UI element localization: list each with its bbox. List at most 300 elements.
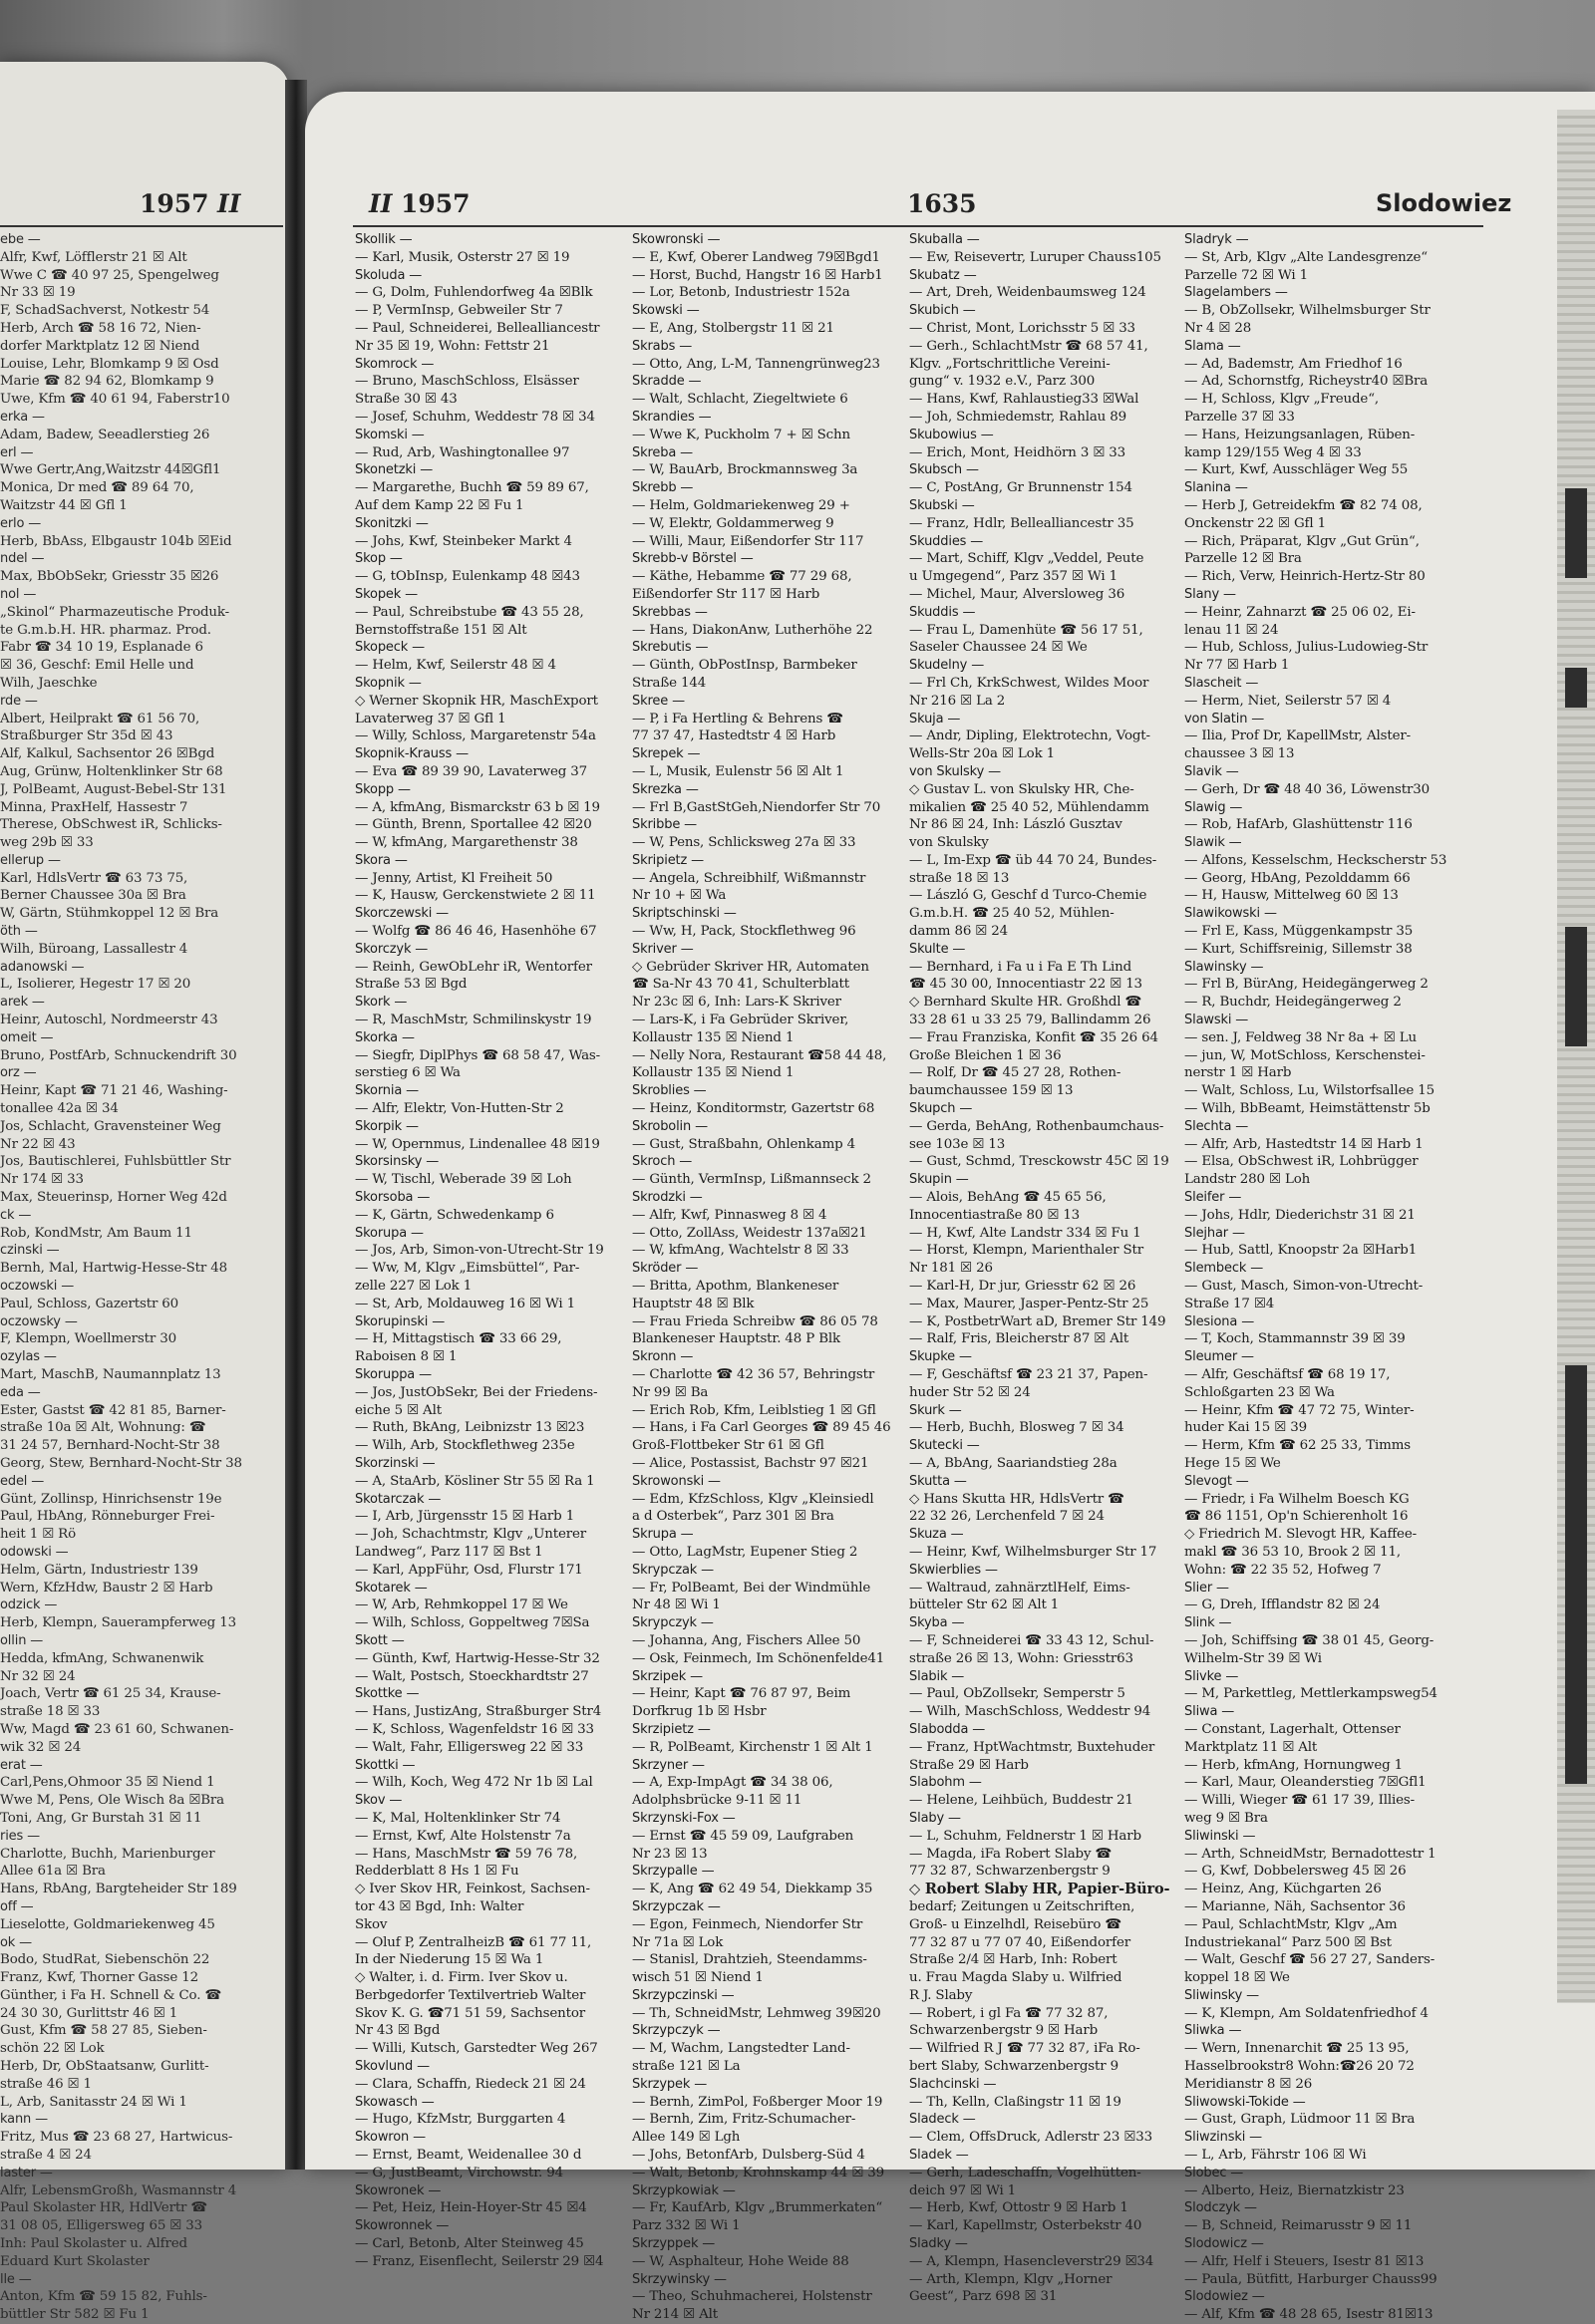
surname-heading: Skreba —	[632, 444, 693, 460]
directory-entry-line: — Erich Rob, Kfm, Leiblstieg 1 ☒ Gfl	[632, 1402, 876, 1418]
surname-heading: Sliwa —	[1184, 1704, 1235, 1720]
directory-entry-line: — Wolfg ☎ 86 46 46, Hasenhöhe 67	[355, 924, 597, 940]
directory-entry-line: — Karl, Maur, Oleanderstieg 7☒Gfl1	[1184, 1775, 1427, 1791]
directory-entry-line: Nr 174 ☒ 33	[0, 1172, 84, 1188]
directory-entry-line: — Günth, Kwf, Hartwig-Hesse-Str 32	[355, 1650, 600, 1666]
directory-entry-line: — Frau L, Damenhüte ☎ 56 17 51,	[909, 622, 1143, 638]
directory-entry-line: — F, Geschäftsf ☎ 23 21 37, Papen-	[909, 1367, 1148, 1382]
directory-entry-line: — Gerh., SchlachtMstr ☎ 68 57 41,	[909, 338, 1148, 354]
directory-entry-line: — P, VermInsp, Gebweiler Str 7	[355, 303, 563, 319]
surname-heading: Slechta —	[1184, 1118, 1249, 1134]
surname-heading: Skuza —	[909, 1527, 964, 1543]
directory-entry-line: te G.m.b.H. HR. pharmaz. Prod.	[0, 622, 211, 638]
directory-entry-line: — Friedr, i Fa Wilhelm Boesch KG	[1184, 1491, 1410, 1507]
directory-entry-line: ◇ Werner Skopnik HR, MaschExport	[355, 693, 598, 709]
surname-heading: Skottki —	[355, 1757, 416, 1773]
directory-entry-line: straße 18 ☒ 13	[909, 870, 1010, 886]
surname-heading: Skrobolin —	[632, 1118, 708, 1134]
directory-entry-line: Bernstoffstraße 151 ☒ Alt	[355, 622, 527, 638]
directory-entry-line: — Paul, SchlachtMstr, Klgv „Am	[1184, 1916, 1398, 1932]
directory-entry-line: — Josef, Schuhm, Weddestr 78 ☒ 34	[355, 409, 595, 425]
surname-heading: Skriptschinski —	[632, 906, 737, 922]
directory-entry-line: — Alfr, Helf i Steuers, Isestr 81 ☒13	[1184, 2253, 1425, 2269]
surname-heading: Slesiona —	[1184, 1313, 1255, 1329]
directory-entry-line: 31 24 57, Bernhard-Nocht-Str 38	[0, 1438, 220, 1454]
surname-heading: Skupin —	[909, 1172, 969, 1188]
directory-entry-line: 24 30 30, Gurlittstr 46 ☒ 1	[0, 2005, 178, 2021]
directory-entry-line: Nr 4 ☒ 28	[1184, 320, 1252, 336]
surname-heading: Skyba —	[909, 1615, 965, 1631]
surname-heading: omeit —	[0, 1029, 54, 1045]
directory-entry-line: tor 43 ☒ Bgd, Inh: Walter	[355, 1898, 524, 1914]
directory-entry-line: — Edm, KfzSchloss, Klgv „Kleinsiedl	[632, 1491, 874, 1507]
directory-entry-line: — Lars-K, i Fa Gebrüder Skriver,	[632, 1013, 849, 1028]
surname-heading: Skoruppa —	[355, 1367, 432, 1382]
directory-entry-line: — Hans, JustizAng, Straßburger Str4	[355, 1704, 602, 1720]
surname-heading: Skubatz —	[909, 267, 977, 283]
directory-entry-line: — W, Tischl, Weberade 39 ☒ Loh	[355, 1172, 572, 1188]
directory-entry-line: straße 18 ☒ 33	[0, 1704, 101, 1720]
surname-heading: Skonetzki —	[355, 462, 434, 478]
directory-entry-line: Schwarzenbergstr 9 ☒ Harb	[909, 2023, 1099, 2039]
directory-entry-line: Nr 10 + ☒ Wa	[632, 888, 727, 904]
surname-heading: Skulte —	[909, 941, 966, 957]
directory-entry-line: mikalien ☎ 25 40 52, Mühlendamm	[909, 799, 1149, 815]
directory-entry-line: huder Kai 15 ☒ 39	[1184, 1420, 1307, 1436]
surname-heading: Slaby —	[909, 1810, 961, 1826]
directory-column-2	[632, 231, 901, 2323]
directory-entry-line: — Bruno, MaschSchloss, Elsässer	[355, 374, 579, 390]
directory-entry-line: 77 37 47, Hastedtstr 4 ☒ Harb	[632, 728, 836, 744]
directory-entry-line: — Clara, Schaffn, Riedeck 21 ☒ 24	[355, 2076, 586, 2092]
directory-entry-line: — Arth, Klempn, Klgv „Horner	[909, 2271, 1113, 2287]
directory-entry-line: ◇ Robert Slaby HR, Papier-Büro-	[909, 1881, 1170, 1898]
directory-entry-line: Nr 32 ☒ 24	[0, 1668, 76, 1684]
directory-entry-line: — Wilh, MaschSchloss, Weddestr 94	[909, 1704, 1151, 1720]
directory-entry-line: — Karl, Musik, Osterstr 27 ☒ 19	[355, 249, 570, 265]
directory-entry-line: Eduard Kurt Skolaster	[0, 2253, 150, 2269]
directory-entry-line: — W, Pens, Schlicksweg 27a ☒ 33	[632, 835, 856, 851]
surname-heading: Slodowicz —	[1184, 2236, 1264, 2252]
directory-entry-line: Hauptstr 48 ☒ Blk	[632, 1296, 755, 1311]
directory-entry-line: Mart, MaschB, Naumannplatz 13	[0, 1367, 221, 1382]
directory-entry-line: Industriekanal“ Parz 500 ☒ Bst	[1184, 1934, 1392, 1950]
directory-entry-line: — W, Asphalteur, Hohe Weide 88	[632, 2253, 849, 2269]
directory-entry-line: ☎ 45 30 00, Innocentiastr 22 ☒ 13	[909, 977, 1142, 993]
surname-heading: eda —	[0, 1384, 41, 1400]
directory-entry-line: — I, Arb, Jürgensstr 15 ☒ Harb 1	[355, 1509, 575, 1525]
directory-entry-line: — Stanisl, Drahtzieh, Steendamms-	[632, 1952, 867, 1968]
directory-entry-line: — K, Hausw, Gerckenstwiete 2 ☒ 11	[355, 888, 596, 904]
directory-column-4	[1184, 231, 1447, 2323]
directory-entry-line: — W, Arb, Rehmkoppel 17 ☒ We	[355, 1598, 568, 1613]
surname-heading: Skutecki —	[909, 1438, 980, 1454]
directory-entry-line: — G, Dolm, Fuhlendorfweg 4a ☒Blk	[355, 285, 593, 301]
directory-entry-line: — Alberto, Heiz, Biernatzkistr 23	[1184, 2182, 1405, 2198]
directory-entry-line: Heinr, Autoschl, Nordmeerstr 43	[0, 1013, 218, 1028]
directory-entry-line: Nr 33 ☒ 19	[0, 285, 76, 301]
directory-entry-line: Günt, Zollinsp, Hinrichsenstr 19e	[0, 1491, 222, 1507]
directory-entry-line: — Waltraud, zahnärztlHelf, Eims-	[909, 1580, 1130, 1596]
surname-heading: Skorupa —	[355, 1225, 424, 1241]
surname-heading: Slany —	[1184, 586, 1236, 602]
directory-entry-line: — Arth, SchneidMstr, Bernadottestr 1	[1184, 1846, 1436, 1862]
surname-heading: Skrzipek —	[632, 1668, 703, 1684]
directory-entry-line: — Th, Kelln, Claßingstr 11 ☒ 19	[909, 2094, 1121, 2110]
directory-entry-line: Ww, Magd ☎ 23 61 60, Schwanen-	[0, 1721, 234, 1737]
directory-entry-line: — A, Exp-ImpAgt ☎ 34 38 06,	[632, 1775, 833, 1791]
right-page-year: 1957	[401, 189, 471, 218]
directory-entry-line: gung“ v. 1932 e.V., Parz 300	[909, 374, 1096, 390]
directory-entry-line: — Frl B,GastStGeh,Niendorfer Str 70	[632, 799, 881, 815]
directory-entry-line: — Wwe K, Puckholm 7 + ☒ Schn	[632, 427, 850, 442]
directory-entry-line: tonallee 42a ☒ 34	[0, 1101, 119, 1117]
directory-entry-line: u Umgegend“, Parz 357 ☒ Wi 1	[909, 569, 1117, 585]
directory-entry-line: Skov K. G. ☎71 51 59, Sachsentor	[355, 2005, 585, 2021]
directory-entry-line: — Oluf P, ZentralheizB ☎ 61 77 11,	[355, 1934, 592, 1950]
directory-entry-line: Alf, Kalkul, Sachsentor 26 ☒Bgd	[0, 746, 215, 762]
directory-entry-line: Wilh, Büroang, Lassallestr 4	[0, 941, 188, 957]
surname-heading: ries —	[0, 1828, 40, 1844]
directory-entry-line: Nr 77 ☒ Harb 1	[1184, 658, 1290, 674]
directory-entry-line: Hasselbrookstr8 Wohn:☎26 20 72	[1184, 2059, 1415, 2075]
surname-heading: Slevogt —	[1184, 1473, 1249, 1489]
surname-heading: Skrebutis —	[632, 640, 709, 656]
directory-entry-line: a d Osterbek“, Parz 301 ☒ Bra	[632, 1509, 834, 1525]
directory-entry-line: Joach, Vertr ☎ 61 25 34, Krause-	[0, 1686, 221, 1702]
directory-entry-line: Lieselotte, Goldmariekenweg 45	[0, 1916, 215, 1932]
directory-entry-line: Paul, Schloss, Gazertstr 60	[0, 1296, 179, 1311]
directory-entry-line: — L, Musik, Eulenstr 56 ☒ Alt 1	[632, 763, 844, 779]
directory-entry-line: Onckenstr 22 ☒ Gfl 1	[1184, 515, 1326, 531]
directory-entry-line: Minna, PraxHelf, Hassestr 7	[0, 799, 188, 815]
directory-entry-line: — G, Kwf, Dobbelersweg 45 ☒ 26	[1184, 1864, 1407, 1880]
directory-entry-line: Redderblatt 8 Hs 1 ☒ Fu	[355, 1864, 519, 1880]
directory-entry-line: Klgv. „Fortschrittliche Vereini-	[909, 356, 1111, 372]
directory-entry-line: — Georg, HbAng, Pezolddamm 66	[1184, 870, 1411, 886]
directory-entry-line: — Hans, MaschMstr ☎ 59 76 78,	[355, 1846, 578, 1862]
directory-entry-line: Uwe, Kfm ☎ 40 61 94, Faberstr10	[0, 392, 230, 408]
directory-entry-line: — László G, Geschf d Turco-Chemie	[909, 888, 1147, 904]
surname-heading: Skorka —	[355, 1029, 415, 1045]
surname-heading: Slink —	[1184, 1615, 1232, 1631]
directory-entry-line: Wohn: ☎ 22 35 52, Hofweg 7	[1184, 1562, 1382, 1578]
directory-entry-line: Bruno, PostfArb, Schnuckendrift 30	[0, 1047, 237, 1063]
directory-entry-line: — H, Mittagstisch ☎ 33 66 29,	[355, 1331, 562, 1347]
directory-entry-line: — R, Buchdr, Heidegängerweg 2	[1184, 995, 1402, 1011]
directory-entry-line: Berner Chaussee 30a ☒ Bra	[0, 888, 186, 904]
directory-entry-line: — Franz, HptWachtmstr, Buxtehuder	[909, 1739, 1155, 1755]
directory-entry-line: — Paul, ObZollsekr, Semperstr 5	[909, 1686, 1125, 1702]
directory-entry-line: Herb, Klempn, Sauerampferweg 13	[0, 1615, 236, 1631]
surname-heading: Skuja —	[909, 711, 961, 726]
directory-entry-line: — Hub, Schloss, Julius-Ludowieg-Str	[1184, 640, 1429, 656]
surname-heading: Skrzypek —	[632, 2076, 708, 2092]
surname-heading: Skribbe —	[632, 817, 698, 833]
directory-entry-line: Rob, KondMstr, Am Baum 11	[0, 1225, 192, 1241]
directory-entry-line: — Paul, Schneiderei, Bellealliancestr	[355, 320, 600, 336]
directory-entry-line: — Hans, i Fa Carl Georges ☎ 89 45 46	[632, 1420, 891, 1436]
directory-entry-line: — Bernhard, i Fa u i Fa E Th Lind	[909, 959, 1131, 975]
directory-entry-line: — Max, Maurer, Jasper-Pentz-Str 25	[909, 1296, 1149, 1311]
surname-heading: Skubsch —	[909, 462, 979, 478]
directory-entry-line: Toni, Ang, Gr Burstah 31 ☒ 11	[0, 1810, 202, 1826]
directory-entry-line: Große Bleichen 1 ☒ 36	[909, 1047, 1062, 1063]
directory-entry-line: Raboisen 8 ☒ 1	[355, 1349, 458, 1365]
surname-heading: Slama —	[1184, 338, 1241, 354]
directory-entry-line: Max, Steuerinsp, Horner Weg 42d	[0, 1190, 227, 1206]
directory-entry-line: 31 08 05, Elligersweg 65 ☒ 33	[0, 2218, 202, 2234]
surname-heading: Skroblies —	[632, 1083, 707, 1099]
directory-entry-line: Therese, ObSchwest iR, Schlicks-	[0, 817, 222, 833]
directory-entry-line: — Angela, Schreibhilf, Wißmannstr	[632, 870, 866, 886]
directory-entry-line: Paul, HbAng, Rönneburger Frei-	[0, 1509, 215, 1525]
directory-entry-line: Franz, Kwf, Thorner Gasse 12	[0, 1970, 198, 1986]
surname-heading: Sladeck —	[909, 2112, 976, 2128]
directory-entry-line: — C, PostAng, Gr Brunnenstr 154	[909, 480, 1132, 496]
surname-heading: Slembeck —	[1184, 1261, 1264, 1277]
directory-entry-line: wisch 51 ☒ Niend 1	[632, 1970, 764, 1986]
directory-entry-line: Anton, Kfm ☎ 59 15 82, Fuhls-	[0, 2289, 207, 2305]
surname-heading: Skripietz —	[632, 852, 705, 868]
surname-heading: Skuballa —	[909, 232, 980, 247]
directory-entry-line: Straße 17 ☒4	[1184, 1296, 1275, 1311]
directory-entry-line: u. Frau Magda Slaby u. Wilfried	[909, 1970, 1122, 1986]
directory-entry-line: — Alf, Kfm ☎ 48 28 65, Isestr 81☒13	[1184, 2307, 1434, 2323]
directory-entry-line: — Helm, Goldmariekenweg 29 +	[632, 497, 850, 513]
directory-entry-line: — Jos, Arb, Simon-von-Utrecht-Str 19	[355, 1243, 604, 1259]
directory-entry-line: — R, MaschMstr, Schmilinskystr 19	[355, 1013, 592, 1028]
directory-entry-line: büttler Str 582 ☒ Fu 1	[0, 2307, 150, 2323]
directory-entry-line: — Herb, Kwf, Ottostr 9 ☒ Harb 1	[909, 2200, 1128, 2216]
surname-heading: Skubich —	[909, 303, 976, 319]
directory-entry-line: Marie ☎ 82 94 62, Blomkamp 9	[0, 374, 214, 390]
surname-heading: Skupke —	[909, 1349, 972, 1365]
directory-entry-line: Bodo, StudRat, Siebenschön 22	[0, 1952, 210, 1968]
directory-entry-line: damm 86 ☒ 24	[909, 924, 1009, 940]
directory-entry-line: Wern, KfzHdw, Baustr 2 ☒ Harb	[0, 1580, 213, 1596]
directory-entry-line: — Nelly Nora, Restaurant ☎58 44 48,	[632, 1047, 887, 1063]
directory-entry-line: Lavaterweg 37 ☒ Gfl 1	[355, 711, 506, 726]
directory-entry-line: — Wern, Innenarchit ☎ 25 13 95,	[1184, 2041, 1410, 2057]
directory-entry-line: Skov	[355, 1916, 388, 1932]
surname-heading: Skorczyk —	[355, 941, 429, 957]
surname-heading: Slawig —	[1184, 799, 1243, 815]
surname-heading: Slabik —	[909, 1668, 965, 1684]
surname-heading: Skoluda —	[355, 267, 423, 283]
directory-entry-line: — Alfr, Geschäftsf ☎ 68 19 17,	[1184, 1367, 1391, 1382]
directory-entry-line: — Siegfr, DiplPhys ☎ 68 58 47, Was-	[355, 1047, 601, 1063]
directory-entry-line: Meridianstr 8 ☒ 26	[1184, 2076, 1313, 2092]
directory-entry-line: — Walt, Postsch, Stoeckhardtstr 27	[355, 1668, 589, 1684]
directory-entry-line: — Ernst, Kwf, Alte Holstenstr 7a	[355, 1828, 571, 1844]
directory-entry-line: weg 9 ☒ Bra	[1184, 1810, 1268, 1826]
left-header-rule	[0, 225, 283, 227]
directory-entry-line: Fritz, Mus ☎ 23 68 27, Hartwicus-	[0, 2130, 233, 2146]
directory-entry-line: Paul Skolaster HR, HdlVertr ☎	[0, 2200, 207, 2216]
directory-entry-line: Straße 29 ☒ Harb	[909, 1757, 1029, 1773]
directory-entry-line: Straße 30 ☒ 43	[355, 392, 458, 408]
directory-entry-line: — Horst, Buchd, Hangstr 16 ☒ Harb1	[632, 267, 883, 283]
surname-heading: Slanina —	[1184, 480, 1248, 496]
directory-entry-line: — W, Opernmus, Lindenallee 48 ☒19	[355, 1136, 600, 1152]
directory-entry-line: makl ☎ 36 53 10, Brook 2 ☒ 11,	[1184, 1544, 1401, 1560]
surname-heading: Skorzinski —	[355, 1455, 436, 1471]
surname-heading: von Slatin —	[1184, 711, 1265, 726]
directory-entry-line: — Alice, Postassist, Bachstr 97 ☒21	[632, 1455, 869, 1471]
directory-entry-line: ◇ Bernhard Skulte HR. Großhdl ☎	[909, 995, 1142, 1011]
surname-heading: Skudelny —	[909, 658, 985, 674]
directory-entry-line: — A, StaArb, Kösliner Str 55 ☒ Ra 1	[355, 1473, 595, 1489]
directory-entry-line: — Magda, iFa Robert Slaby ☎	[909, 1846, 1113, 1862]
directory-entry-line: — Gerh, Dr ☎ 48 40 36, Löwenstr30	[1184, 781, 1430, 797]
surname-heading: adanowski —	[0, 959, 85, 975]
directory-entry-line: heit 1 ☒ Rö	[0, 1527, 77, 1543]
directory-entry-line: Schloßgarten 23 ☒ Wa	[1184, 1384, 1335, 1400]
directory-entry-line: — Willy, Schloss, Margaretenstr 54a	[355, 728, 596, 744]
surname-heading: ollin —	[0, 1632, 44, 1648]
directory-entry-line: — H, Schloss, Klgv „Freude“,	[1184, 392, 1379, 408]
surname-heading: Skrepek —	[632, 746, 701, 762]
directory-entry-line: — Heinz, Ang, Küchgarten 26	[1184, 1882, 1382, 1897]
directory-entry-line: — Paula, Bütfitt, Harburger Chauss99	[1184, 2271, 1437, 2287]
surname-heading: odowski —	[0, 1544, 69, 1560]
directory-entry-line: lenau 11 ☒ 24	[1184, 622, 1279, 638]
surname-heading: Skopek —	[355, 586, 418, 602]
directory-entry-line: — Art, Dreh, Weidenbaumsweg 124	[909, 285, 1146, 301]
surname-heading: Skopeck —	[355, 640, 425, 656]
directory-entry-line: — Fr, KaufArb, Klgv „Brummerkaten“	[632, 2200, 883, 2216]
surname-heading: Skrzypkowiak —	[632, 2182, 736, 2198]
surname-heading: Skrypczak —	[632, 1562, 715, 1578]
running-head: Slodowiez	[1376, 189, 1512, 217]
directory-entry-line: — Ralf, Fris, Bleicherstr 87 ☒ Alt	[909, 1331, 1129, 1347]
directory-entry-line: — Johs, Hdlr, Diederichstr 31 ☒ 21	[1184, 1207, 1416, 1223]
surname-heading: Sleumer —	[1184, 1349, 1254, 1365]
directory-entry-line: W, Gärtn, Stühmkoppel 12 ☒ Bra	[0, 906, 219, 922]
directory-entry-line: Nr 22 ☒ 43	[0, 1136, 76, 1152]
surname-heading: von Skulsky —	[909, 763, 1001, 779]
directory-entry-line: — Andr, Dipling, Elektrotechn, Vogt-	[909, 728, 1150, 744]
directory-entry-line: Herb, Dr, ObStaatsanw, Gurlitt-	[0, 2059, 209, 2075]
directory-entry-line: Parzelle 72 ☒ Wi 1	[1184, 267, 1308, 283]
surname-heading: Skröder —	[632, 1261, 699, 1277]
directory-entry-line: — Herb, kfmAng, Hornungweg 1	[1184, 1757, 1404, 1773]
surname-heading: Sladky —	[909, 2236, 968, 2252]
directory-entry-line: Albert, Heilprakt ☎ 61 56 70,	[0, 711, 200, 726]
directory-entry-line: zelle 227 ☒ Lok 1	[355, 1279, 473, 1295]
directory-entry-line: Monica, Dr med ☎ 89 64 70,	[0, 480, 194, 496]
directory-entry-line: ☎ 86 1151, Op'n Schierenholt 16	[1184, 1509, 1409, 1525]
directory-entry-line: Alfr, Kwf, Löfflerstr 21 ☒ Alt	[0, 249, 187, 265]
surname-heading: Skrabs —	[632, 338, 693, 354]
surname-heading: Slavik —	[1184, 763, 1239, 779]
surname-heading: Skrzynski-Fox —	[632, 1810, 736, 1826]
directory-entry-line: schön 22 ☒ Lok	[0, 2041, 105, 2057]
directory-entry-line: deich 97 ☒ Wi 1	[909, 2182, 1017, 2198]
surname-heading: Skrebb-v Börstel —	[632, 551, 754, 567]
directory-entry-line: chaussee 3 ☒ 13	[1184, 746, 1295, 762]
surname-heading: Slodowiez —	[1184, 2289, 1265, 2305]
directory-entry-line: Hans, RbAng, Bargteheider Str 189	[0, 1882, 237, 1897]
directory-entry-line: — Alfr, Arb, Hastedtstr 14 ☒ Harb 1	[1184, 1136, 1424, 1152]
directory-entry-line: — Eva ☎ 89 39 90, Lavaterweg 37	[355, 763, 588, 779]
surname-heading: Skrypczyk —	[632, 1615, 714, 1631]
directory-entry-line: — Gust, Masch, Simon-von-Utrecht-	[1184, 1279, 1424, 1295]
surname-heading: Skrebbas —	[632, 604, 708, 620]
directory-entry-line: Hedda, kfmAng, Schwanenwik	[0, 1650, 204, 1666]
directory-entry-line: — Ww, M, Klgv „Eimsbüttel“, Par-	[355, 1261, 580, 1277]
surname-heading: ok —	[0, 1934, 33, 1950]
surname-heading: Skrupa —	[632, 1527, 694, 1543]
directory-entry-line: 77 32 87 u 77 07 40, Eißendorfer	[909, 1934, 1130, 1950]
directory-entry-line: kamp 129/155 Weg 4 ☒ 33	[1184, 444, 1362, 460]
directory-entry-line: — W, kfmAng, Margarethenstr 38	[355, 835, 578, 851]
directory-entry-line: — Alfr, Kwf, Pinnasweg 8 ☒ 4	[632, 1207, 827, 1223]
surname-heading: Skrandies —	[632, 409, 712, 425]
surname-heading: Skuddies —	[909, 533, 984, 549]
surname-heading: Skwierblies —	[909, 1562, 998, 1578]
directory-entry-line: — Herm, Kfm ☎ 62 25 33, Timms	[1184, 1438, 1411, 1454]
directory-entry-line: — Mart, Schiff, Klgv „Veddel, Peute	[909, 551, 1144, 567]
directory-entry-line: Eißendorfer Str 117 ☒ Harb	[632, 586, 820, 602]
directory-entry-line: — L, Im-Exp ☎ üb 44 70 24, Bundes-	[909, 852, 1157, 868]
directory-entry-line: — Alois, BehAng ☎ 45 65 56,	[909, 1190, 1107, 1206]
surname-heading: Sliwzinski —	[1184, 2130, 1263, 2146]
directory-entry-line: 22 32 26, Lerchenfeld 7 ☒ 24	[909, 1509, 1105, 1525]
directory-entry-line: — K, Klempn, Am Soldatenfriedhof 4	[1184, 2005, 1429, 2021]
directory-entry-line: Karl, HdlsVertr ☎ 63 73 75,	[0, 870, 188, 886]
left-page-column	[0, 231, 287, 2323]
directory-entry-line: — Marianne, Näh, Sachsentor 36	[1184, 1898, 1406, 1914]
surname-heading: Sliwowski-Tokide —	[1184, 2094, 1306, 2110]
directory-entry-line: — T, Koch, Stammannstr 39 ☒ 39	[1184, 1331, 1406, 1347]
directory-entry-line: dorfer Marktplatz 12 ☒ Niend	[0, 338, 200, 354]
directory-entry-line: Wwe Gertr,Ang,Waitzstr 44☒Gfl1	[0, 462, 221, 478]
surname-heading: Skomski —	[355, 427, 425, 442]
directory-entry-line: — Osk, Feinmech, Im Schönenfelde41	[632, 1650, 885, 1666]
directory-entry-line: 33 28 61 u 33 25 79, Ballindamm 26	[909, 1013, 1151, 1028]
directory-entry-line: — Elsa, ObSchwest iR, Lohbrügger	[1184, 1154, 1419, 1170]
directory-entry-line: — Rob, HafArb, Glashüttenstr 116	[1184, 817, 1413, 833]
directory-entry-line: — G, JustBeamt, Virchowstr. 94	[355, 2165, 563, 2180]
directory-entry-line: Straße 53 ☒ Bgd	[355, 977, 468, 993]
directory-entry-line: — Alfr, Elektr, Von-Hutten-Str 2	[355, 1101, 564, 1117]
directory-entry-line: — G, Dreh, Ifflandstr 82 ☒ 24	[1184, 1598, 1381, 1613]
surname-heading: Slejhar —	[1184, 1225, 1245, 1241]
directory-entry-line: — Johanna, Ang, Fischers Allee 50	[632, 1632, 861, 1648]
directory-entry-line: baumchaussee 159 ☒ 13	[909, 1083, 1074, 1099]
directory-entry-line: straße 4 ☒ 24	[0, 2148, 92, 2164]
directory-entry-line: Helm, Gärtn, Industriestr 139	[0, 1562, 198, 1578]
directory-entry-line: straße 10a ☒ Alt, Wohnung: ☎	[0, 1420, 206, 1436]
surname-heading: Skurk —	[909, 1402, 962, 1418]
directory-entry-line: Straße 144	[632, 675, 707, 691]
directory-entry-line: — Theo, Schuhmacherei, Holstenstr	[632, 2289, 872, 2305]
directory-entry-line: Wwe C ☎ 40 97 25, Spengelweg	[0, 267, 219, 283]
surname-heading: edel —	[0, 1473, 45, 1489]
directory-entry-line: Groß- u Einzelhdl, Reisebüro ☎	[909, 1916, 1121, 1932]
surname-heading: Slagelambers —	[1184, 285, 1288, 301]
left-page-year: 1957	[140, 189, 209, 218]
surname-heading: Skrowonski —	[632, 1473, 721, 1489]
directory-entry-line: Nr 99 ☒ Ba	[632, 1384, 709, 1400]
directory-entry-line: — Egon, Feinmech, Niendorfer Str	[632, 1916, 863, 1932]
directory-entry-line: — Herb, Buchh, Blosweg 7 ☒ 34	[909, 1420, 1124, 1436]
directory-entry-line: — Günth, VermInsp, Lißmannseck 2	[632, 1172, 871, 1188]
surname-heading: Skutta —	[909, 1473, 967, 1489]
directory-entry-line: ◇ Walter, i. d. Firm. Iver Skov u.	[355, 1970, 568, 1986]
